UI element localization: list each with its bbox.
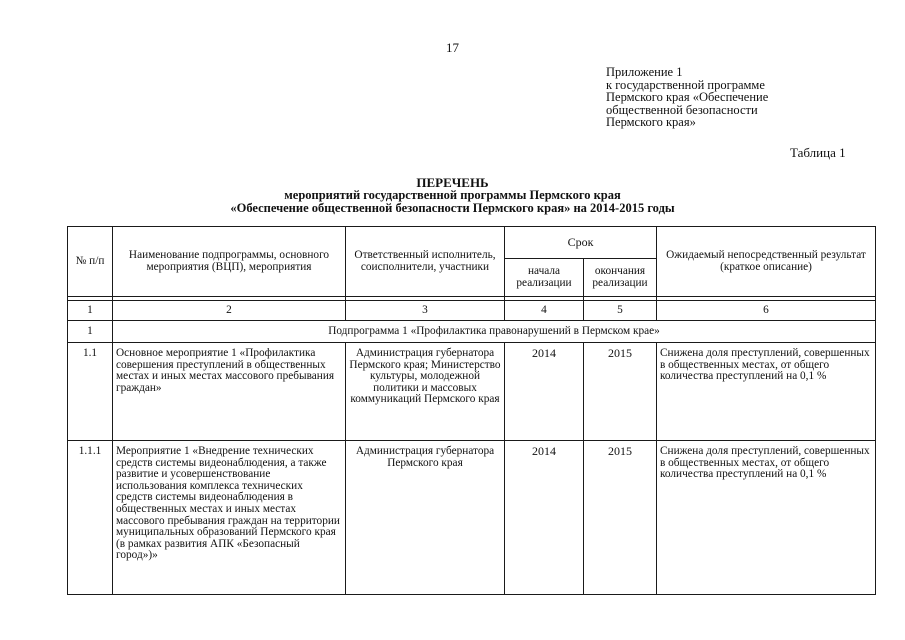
- appendix-note: [606, 66, 768, 129]
- row-executor: Администрация губернатора Пермского края; Министерство культуры, молодежной политики и массовых коммуникаций Пермского края: [346, 343, 505, 441]
- row-result: Снижена доля преступлений, совершенных в общественных местах, от общего количества преступлений на 0,1 %: [657, 343, 876, 441]
- heading-line: мероприятий государственной программы Пермского края: [284, 188, 621, 202]
- header-start: начала реализации: [505, 259, 584, 297]
- table-label: Таблица 1: [790, 145, 846, 160]
- subprogram-title: Подпрограмма 1 «Профилактика правонарушений в Пермском крае»: [113, 321, 876, 343]
- header-end: окончания реализации: [584, 259, 657, 297]
- appendix-line: Приложение 1: [606, 65, 683, 79]
- appendix-line: Пермского края»: [606, 115, 696, 130]
- document-heading: [0, 176, 905, 215]
- heading-line: «Обеспечение общественной безопасности Пермского края» на 2014-2015 годы: [230, 201, 675, 215]
- header-name: Наименование подпрограммы, основного мероприятия (ВЦП), мероприятия: [113, 227, 346, 297]
- row-end: 2015: [584, 441, 657, 595]
- column-index: 2: [113, 301, 346, 321]
- appendix-line: общественной безопасности: [606, 102, 758, 117]
- column-index-row: [68, 301, 876, 321]
- column-index: 1: [68, 301, 113, 321]
- column-index: 3: [346, 301, 505, 321]
- row-start: 2014: [505, 343, 584, 441]
- row-name: Основное мероприятие 1 «Профилактика совершения преступлений в общественных местах и иных местах массового пребывания граждан»: [113, 343, 346, 441]
- subprogram-row: [68, 321, 876, 343]
- appendix-line: Пермского края «Обеспечение: [606, 90, 769, 105]
- row-num: 1.1.1: [68, 441, 113, 595]
- table-row: [68, 441, 876, 595]
- row-name: Мероприятие 1 «Внедрение технических средств системы видеонаблюдения, а также развитие и усовершенствование использования комплекса технических средств системы видеонаблюдения в общественных местах и иных местах массового пребывания граждан на территории муниципальных образований Пермского края (в рамках развития АПК «Безопасный город»)»: [113, 441, 346, 595]
- header-term: Срок: [505, 227, 657, 259]
- row-result: Снижена доля преступлений, совершенных в общественных местах, от общего количества преступлений на 0,1 %: [657, 441, 876, 595]
- header-executor: Ответственный исполнитель, соисполнители, участники: [346, 227, 505, 297]
- measures-table: [67, 226, 876, 595]
- row-executor: Администрация губернатора Пермского края: [346, 441, 505, 595]
- appendix-line: к государственной программе: [606, 77, 765, 92]
- subprogram-num: 1: [68, 321, 113, 343]
- row-end: 2015: [584, 343, 657, 441]
- row-start: 2014: [505, 441, 584, 595]
- table-row: [68, 343, 876, 441]
- row-num: 1.1: [68, 343, 113, 441]
- column-index: 6: [657, 301, 876, 321]
- heading-title: ПЕРЕЧЕНЬ: [416, 175, 489, 190]
- header-num: № п/п: [68, 227, 113, 297]
- header-result: Ожидаемый непосредственный результат (краткое описание): [657, 227, 876, 297]
- page-number: 17: [446, 40, 459, 55]
- column-index: 5: [584, 301, 657, 321]
- column-index: 4: [505, 301, 584, 321]
